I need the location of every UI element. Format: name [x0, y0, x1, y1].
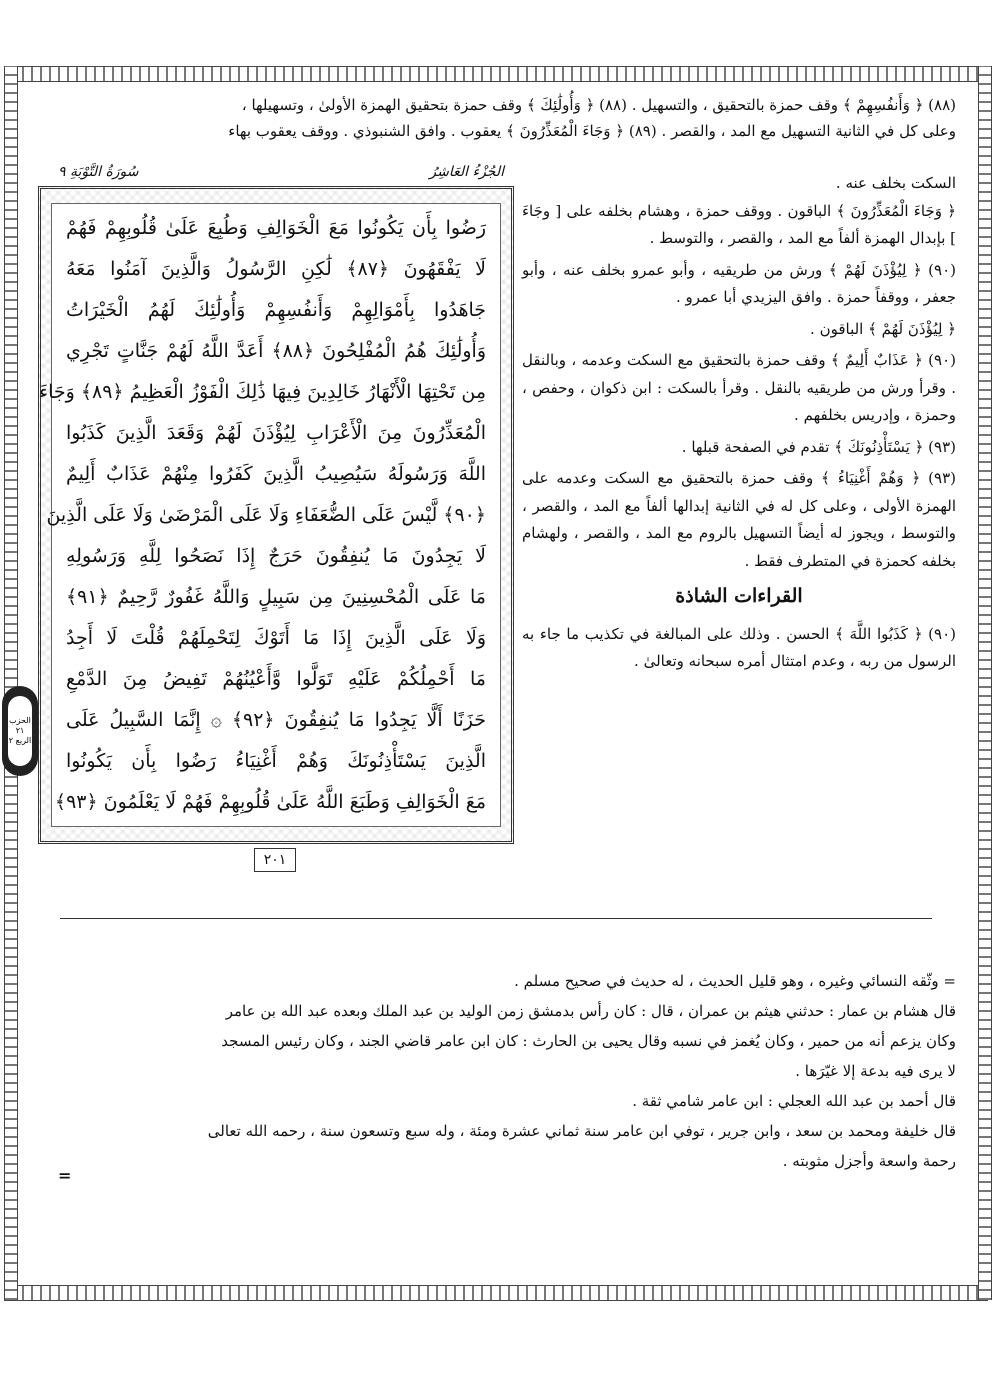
footnote-line: = وثّقه النسائي وغيره ، وهو قليل الحديث ، له حديث في صحيح مسلم .: [514, 972, 956, 990]
border-top-ornament: [4, 66, 988, 82]
quran-line: مِن تَحْتِهَا الْأَنْهَارُ خَالِدِينَ فِيهَا ذَٰلِكَ الْفَوْزُ الْعَظِيمُ ﴿٨٩﴾ وَجَاءَ: [39, 381, 486, 403]
border-bottom-ornament: [4, 1285, 988, 1301]
top-line-2: وعلى كل في الثانية التسهيل مع المد ، والقصر . (٨٩) ﴿ وَجَاءَ الْمُعَذِّرُونَ ﴾ يعقوب . وافق الشنبوذي . ووقف يعقوب بهاء: [228, 122, 956, 140]
commentary-paragraph: (٩٠) ﴿ لِيُؤْذَنَ لَهُمْ ﴾ ورش من طريقيه ، وأبو عمرو بخلف عنه ، وأبو جعفر ، ووقفاً حمزة . وافق اليزيدي أبا عمرو .: [522, 260, 956, 306]
quran-line: جَاهَدُوا بِأَمْوَالِهِمْ وَأَنفُسِهِمْ وَأُولَٰئِكَ لَهُمُ الْخَيْرَاتُ: [66, 299, 486, 321]
surah-title: سُورَةُ التَّوْبَةِ ٩: [58, 164, 139, 180]
quran-line: مَعَ الْخَوَالِفِ وَطَبَعَ اللَّهُ عَلَىٰ قُلُوبِهِمْ فَهُمْ لَا يَعْلَمُونَ ﴿٩٣﴾: [54, 791, 486, 813]
commentary-paragraph: (٩٣) ﴿ يَسْتَأْذِنُونَكَ ﴾ تقدم في الصفحة قبلها .: [681, 437, 956, 456]
footnotes: [56, 966, 956, 1176]
readings-commentary: [522, 170, 956, 676]
commentary-paragraph: (٩٣) ﴿ وَهُمْ أَغْنِيَاءُ ﴾ وقف حمزة بالتحقيق مع السكت وعدمه على الهمزة الأولى ، وعلى كل له في الثانية إبدالها ألفاً مع المد ، والقصر ، والتوسط ، ويجوز له أيضاً التسهيل بالروم مع المد ، والقصر ، ولهشام بخلفه كحمزة في المتطرف فقط .: [522, 469, 956, 570]
top-commentary: [40, 92, 956, 144]
footnote-line: رحمة واسعة وأجزل مثوبته .: [782, 1152, 956, 1170]
quran-line: اللَّهَ وَرَسُولَهُ سَيُصِيبُ الَّذِينَ كَفَرُوا مِنْهُمْ عَذَابٌ أَلِيمٌ: [66, 463, 486, 485]
hizb-marker-label: الحزب ٢١ الربع ٢: [8, 696, 32, 766]
commentary-paragraph: ﴿ وَجَاءَ الْمُعَذِّرُونَ ﴾ الباقون . ووقف حمزة ، وهشام بخلفه على [ وجَاءَ ] بإبدال الهمزة ألفاً مع المد ، والقصر ، والتوسط .: [522, 201, 956, 247]
quran-line: لَا يَفْقَهُونَ ﴿٨٧﴾ لَٰكِنِ الرَّسُولُ وَالَّذِينَ آمَنُوا مَعَهُ: [66, 258, 487, 280]
juz-title: الجُزْءُ العَاشِرُ: [429, 164, 504, 180]
quran-line: ﴿٩٠﴾ لَّيْسَ عَلَى الضُّعَفَاءِ وَلَا عَلَى الْمَرْضَىٰ وَلَا عَلَى الَّذِينَ: [46, 504, 486, 526]
mushaf-page-number: ٢٠١: [254, 848, 296, 872]
quran-line: لَا يَجِدُونَ مَا يُنفِقُونَ حَرَجٌ إِذَا نَصَحُوا لِلَّهِ وَرَسُولِهِ: [66, 545, 486, 567]
quran-line: مَا أَحْمِلُكُمْ عَلَيْهِ تَوَلَّوا وَّأَعْيُنُهُمْ تَفِيضُ مِنَ الدَّمْعِ: [66, 668, 486, 690]
quran-line: وَلَا عَلَى الَّذِينَ إِذَا مَا أَتَوْكَ لِتَحْمِلَهُمْ قُلْتَ لَا أَجِدُ: [66, 627, 486, 649]
commentary-paragraph: (٩٠) ﴿ عَذَابٌ أَلِيمٌ ﴾ وقف حمزة بالتحقيق مع السكت وعدمه ، وبالنقل . وقرأ ورش من طريقيه بالنقل . وقرأ بالسكت : ابن ذكوان ، وحفص ، وحمزة ، وإدريس بخلفهم .: [522, 351, 956, 424]
footnote-divider: [60, 918, 932, 919]
quran-page-header: [38, 164, 514, 186]
quran-line: وَأُولَٰئِكَ هُمُ الْمُفْلِحُونَ ﴿٨٨﴾ أَعَدَّ اللَّهُ لَهُمْ جَنَّاتٍ تَجْرِي: [66, 340, 487, 362]
top-line-1: (٨٨) ﴿ وَأَنفُسِهِمْ ﴾ وقف حمزة بالتحقيق ، والتسهيل . (٨٨) ﴿ وَأُولَٰئِكَ ﴾ وقف حمزة بتحقيق الهمزة الأولىٰ ، وتسهيلها ،: [241, 96, 956, 114]
quran-line: حَزَنًا أَلَّا يَجِدُوا مَا يُنفِقُونَ ﴿٩٢﴾ ۞ إِنَّمَا السَّبِيلُ عَلَى: [66, 709, 486, 731]
footnote-line: لا يرى فيه بدعة إلا غيّرَها .: [795, 1062, 956, 1080]
border-right-ornament: [978, 66, 992, 1300]
shadhdha-paragraph: (٩٠) ﴿ كَذَبُوا اللَّهَ ﴾ الحسن . وذلك على المبالغة في تكذيب ما جاء به الرسول من ربه ، وعدم امتثال أمره سبحانه وتعالىٰ .: [522, 624, 956, 670]
footnote-line: وكان يزعم أنه من حمير ، وكان يُغمز في نسبه وقال يحيى بن الحارث : كان ابن عامر قاضي الجند ، وكان رئيس المسجد: [221, 1032, 956, 1050]
commentary-paragraph: ﴿ لِيُؤْذَنَ لَهُمْ ﴾ الباقون .: [810, 319, 956, 338]
commentary-paragraph: السكت بخلف عنه .: [835, 174, 956, 192]
section-heading-shadhdha: القراءات الشاذة: [675, 585, 803, 607]
footnote-line: قال خليفة ومحمد بن سعد ، وابن جرير ، توفي ابن عامر سنة ثماني عشرة ومئة ، وله سبع وتسعون سنة ، رحمه الله تعالى: [207, 1122, 956, 1140]
hizb-marker-ornament: [2, 686, 38, 776]
quran-line: الْمُعَذِّرُونَ مِنَ الْأَعْرَابِ لِيُؤْذَنَ لَهُمْ وَقَعَدَ الَّذِينَ كَذَبُوا: [66, 422, 486, 444]
quran-line: مَا عَلَى الْمُحْسِنِينَ مِن سَبِيلٍ وَاللَّهُ غَفُورٌ رَّحِيمٌ ﴿٩١﴾: [66, 586, 486, 608]
quran-line: الَّذِينَ يَسْتَأْذِنُونَكَ وَهُمْ أَغْنِيَاءُ رَضُوا بِأَن يَكُونُوا: [66, 750, 486, 772]
footnote-line: قال أحمد بن عبد الله العجلي : ابن عامر شامي ثقة .: [632, 1092, 956, 1110]
footnote-line: قال هشام بن عمار : حدثني هيثم بن عمران ، قال : كان رأس بدمشق زمن الوليد بن عبد الملك وبعده عبد الله بن عامر: [225, 1002, 956, 1020]
continuation-mark: =: [58, 1166, 72, 1185]
quran-line: رَضُوا بِأَن يَكُونُوا مَعَ الْخَوَالِفِ وَطُبِعَ عَلَىٰ قُلُوبِهِمْ فَهُمْ: [66, 217, 486, 239]
border-left-ornament: [4, 66, 18, 1300]
quran-page-frame: [38, 186, 514, 844]
quran-text-area: [39, 203, 501, 827]
